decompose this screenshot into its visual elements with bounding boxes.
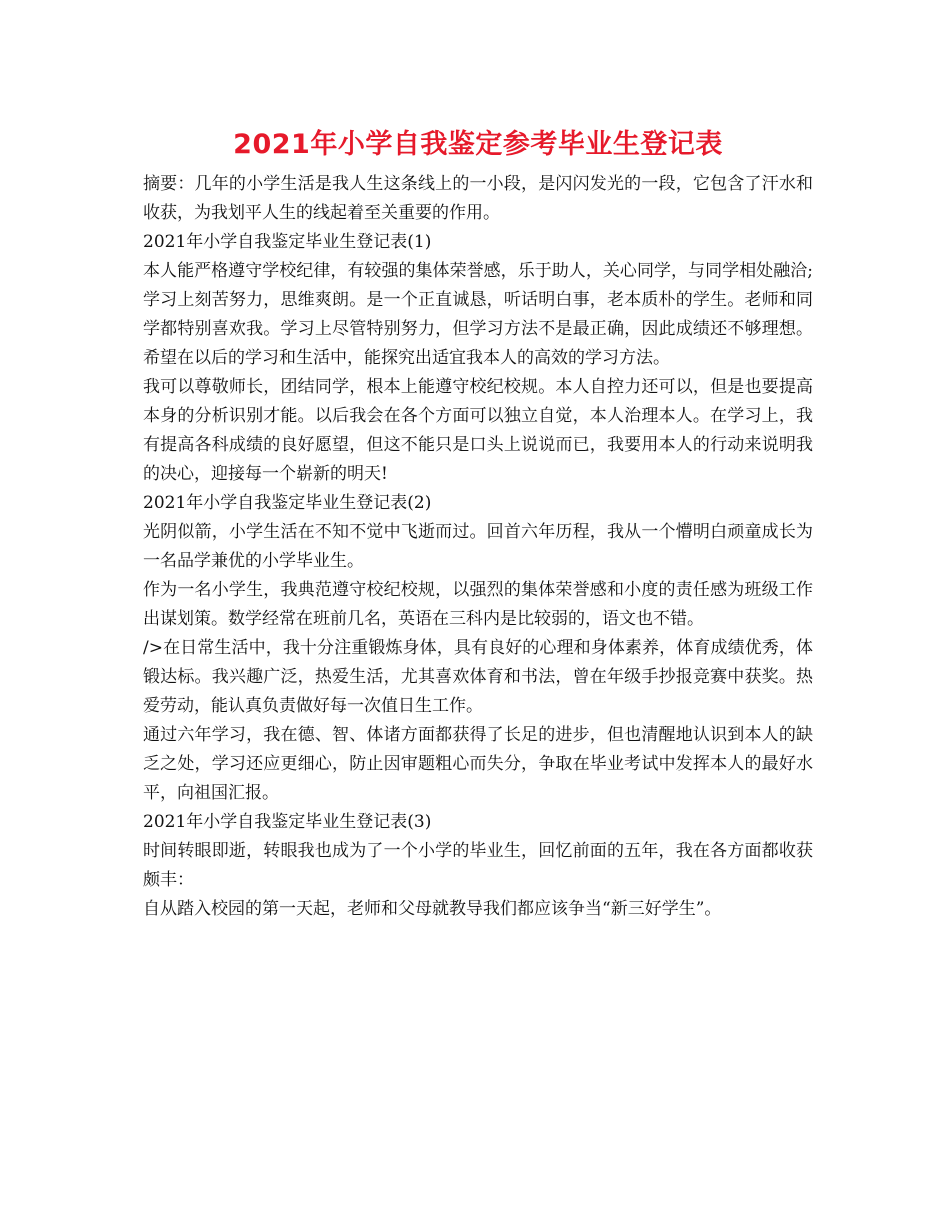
body-paragraph: 作为一名小学生，我典范遵守校纪校规，以强烈的集体荣誉感和小度的责任感为班级工作出谋划策。数学经常在班前几名，英语在三科内是比较弱的，语文也不错。 [143, 580, 813, 629]
body-paragraph: 通过六年学习，我在德、智、体诸方面都获得了长足的进步，但也清醒地认识到本人的缺乏之处，学习还应更细心，防止因审题粗心而失分，争取在毕业考试中发挥本人的最好水平，向祖国汇报。 [143, 725, 813, 803]
body-paragraph: 光阴似箭，小学生活在不知不觉中飞逝而过。回首六年历程，我从一个懵明白顽童成长为一名品学兼优的小学毕业生。 [143, 522, 813, 571]
abstract-paragraph: 摘要：几年的小学生活是我人生这条线上的一小段，是闪闪发光的一段，它包含了汗水和收获，为我划平人生的线起着至关重要的作用。 [143, 174, 813, 223]
document-title: 2021年小学自我鉴定参考毕业生登记表 [233, 129, 723, 160]
body-paragraph: 自从踏入校园的第一天起，老师和父母就教导我们都应该争当“新三好学生”。 [143, 899, 722, 919]
body-paragraph: />在日常生活中，我十分注重锻炼身体，具有良好的心理和身体素养，体育成绩优秀，体锻达标。我兴趣广泛，热爱生活，尤其喜欢体育和书法，曾在年级手抄报竞赛中获奖。热爱劳动，能认真负责做好每一次值日生工作。 [143, 638, 813, 716]
body-paragraph: 本人能严格遵守学校纪律，有较强的集体荣誉感，乐于助人，关心同学，与同学相处融洽;学习上刻苦努力，思维爽朗。是一个正直诚恳，听话明白事，老本质朴的学生。老师和同学都特别喜欢我。学习上尽管特别努力，但学习方法不是最正确，因此成绩还不够理想。希望在以后的学习和生活中，能探究出适宜我本人的高效的学习方法。 [143, 261, 813, 368]
section-heading-3: 2021年小学自我鉴定毕业生登记表(3) [143, 812, 432, 832]
section-heading-2: 2021年小学自我鉴定毕业生登记表(2) [143, 493, 432, 513]
body-paragraph: 我可以尊敬师长，团结同学，根本上能遵守校纪校规。本人自控力还可以，但是也要提高本身的分析识别才能。以后我会在各个方面可以独立自觉，本人治理本人。在学习上，我有提高各科成绩的良好愿望，但这不能只是口头上说说而已，我要用本人的行动来说明我的决心，迎接每一个崭新的明天! [143, 377, 813, 484]
document-body [143, 126, 813, 924]
body-paragraph: 时间转眼即逝，转眼我也成为了一个小学的毕业生，回忆前面的五年，我在各方面都收获颇丰： [143, 841, 813, 890]
section-heading-1: 2021年小学自我鉴定毕业生登记表(1) [143, 232, 432, 252]
